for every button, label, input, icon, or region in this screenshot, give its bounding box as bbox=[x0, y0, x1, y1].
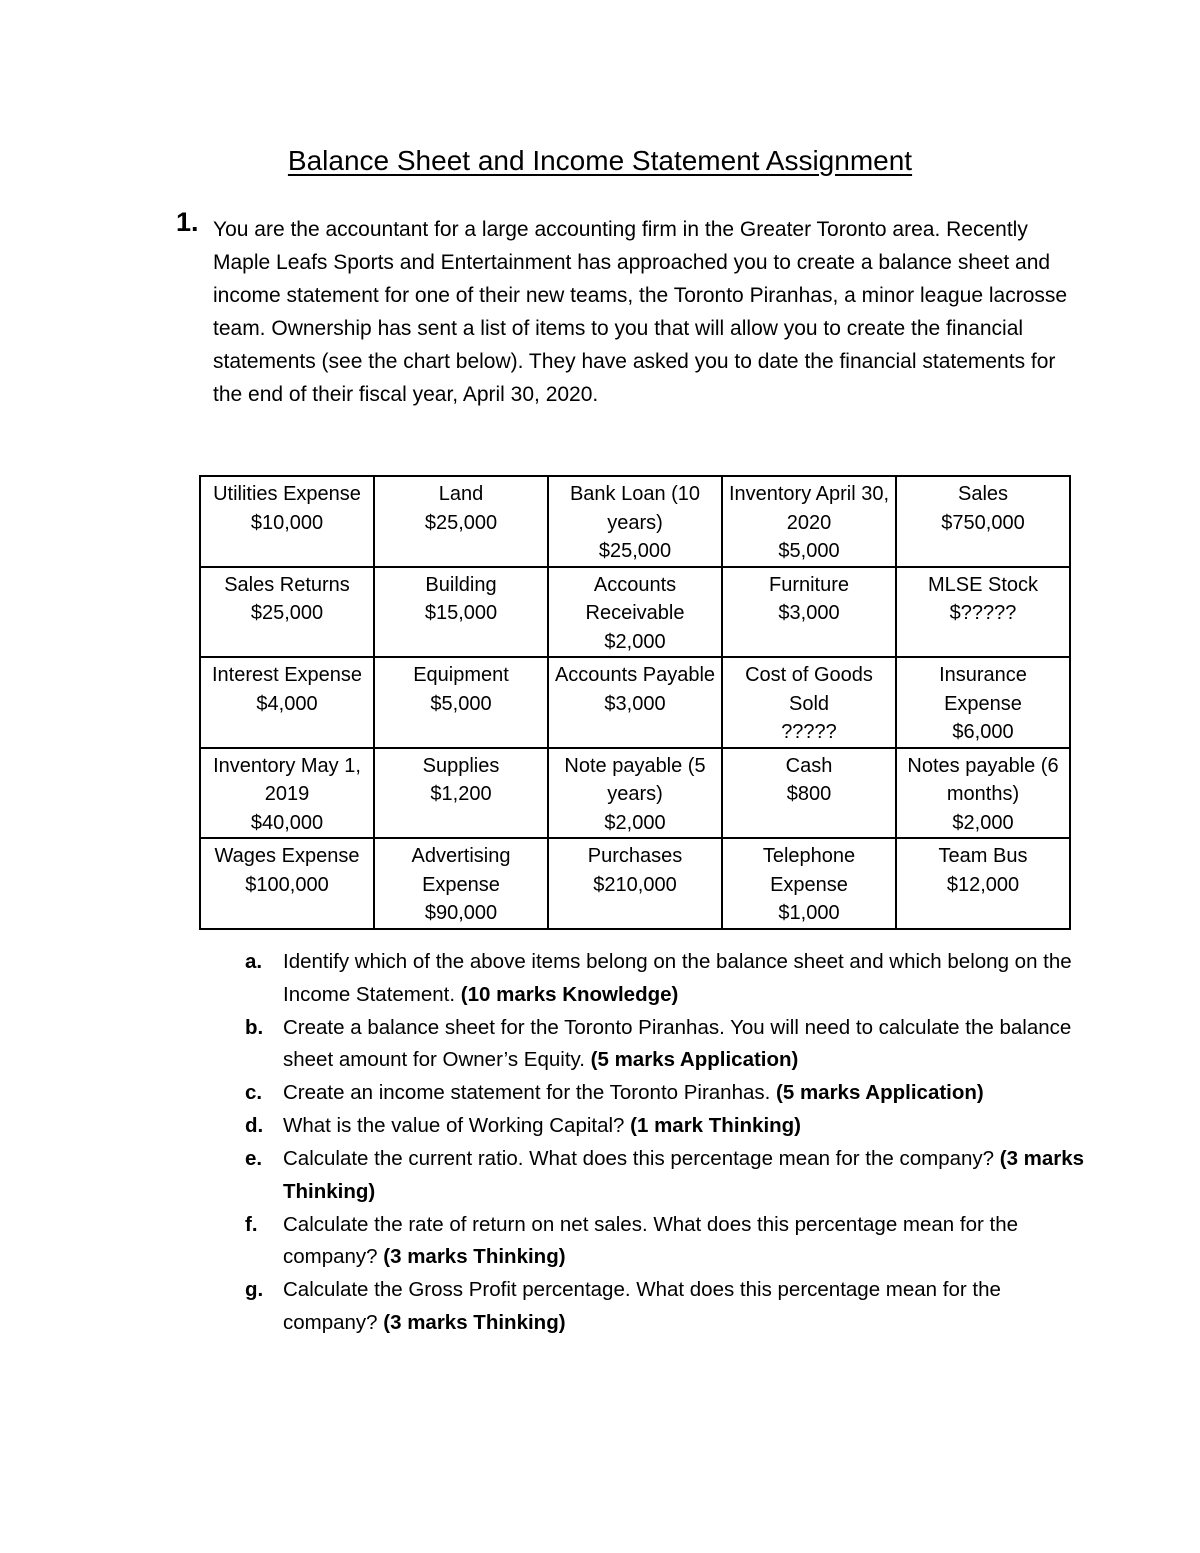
item-amount: $800 bbox=[786, 783, 832, 805]
task-letter: d. bbox=[245, 1114, 264, 1137]
table-row bbox=[200, 838, 1070, 929]
item-label: Wages Expense bbox=[214, 845, 360, 867]
item-amount: $15,000 bbox=[424, 602, 498, 624]
table-row bbox=[200, 476, 1070, 567]
table-cell bbox=[722, 748, 896, 839]
item-label: Telephone Expense bbox=[762, 845, 856, 896]
question-number: 1. bbox=[176, 207, 199, 237]
item-amount: $1,200 bbox=[430, 783, 492, 805]
task-text: What is the value of Working Capital? bbox=[283, 1114, 631, 1137]
task-marks: (1 mark Thinking) bbox=[630, 1114, 802, 1137]
table-cell bbox=[896, 657, 1070, 748]
task-letter: b. bbox=[245, 1015, 264, 1039]
item-label: Advertising Expense bbox=[411, 845, 511, 896]
list-item bbox=[245, 1274, 1085, 1339]
item-amount: $12,000 bbox=[946, 873, 1020, 896]
page-title: Balance Sheet and Income Statement Assignment bbox=[287, 145, 913, 176]
table-cell bbox=[896, 748, 1070, 839]
item-label: Utilities Expense bbox=[213, 483, 361, 505]
item-label: Accounts Receivable bbox=[585, 573, 685, 624]
table-cell bbox=[722, 567, 896, 658]
item-amount: $3,000 bbox=[778, 602, 840, 624]
task-marks: (10 marks Knowledge) bbox=[460, 982, 679, 1006]
table-cell bbox=[548, 476, 722, 567]
item-label: Note payable (5 years) bbox=[564, 754, 706, 805]
table-row bbox=[200, 657, 1070, 748]
item-amount: $1,000 bbox=[778, 902, 840, 924]
list-item bbox=[245, 1077, 1085, 1110]
item-label: Interest Expense bbox=[211, 664, 363, 686]
item-label: Cash bbox=[785, 754, 833, 777]
table-cell bbox=[548, 748, 722, 839]
item-label: MLSE Stock bbox=[927, 573, 1039, 596]
table-cell bbox=[200, 567, 374, 658]
item-label: Accounts Payable bbox=[554, 664, 716, 686]
item-amount: $25,000 bbox=[250, 602, 324, 624]
table-cell bbox=[722, 657, 896, 748]
item-label: Sales bbox=[957, 483, 1009, 505]
task-marks: (5 marks Application) bbox=[776, 1081, 984, 1104]
table-cell bbox=[896, 476, 1070, 567]
item-amount: $90,000 bbox=[424, 902, 498, 924]
item-amount: $2,000 bbox=[952, 811, 1014, 834]
task-marks: (3 marks Thinking) bbox=[383, 1310, 566, 1334]
item-label: Inventory April 30, 2020 bbox=[728, 483, 890, 534]
item-label: Building bbox=[425, 573, 497, 596]
table-cell bbox=[200, 476, 374, 567]
task-letter: g. bbox=[245, 1278, 264, 1301]
item-amount: $25,000 bbox=[598, 540, 672, 562]
table-cell bbox=[374, 476, 548, 567]
item-label: Cost of Goods Sold bbox=[745, 664, 873, 715]
item-label: Equipment bbox=[413, 664, 509, 686]
list-item bbox=[245, 1143, 1085, 1208]
task-letter: f. bbox=[245, 1212, 258, 1236]
task-text: Identify which of the above items belong on the balance sheet and which belong on the Income Statement. bbox=[283, 950, 1072, 1006]
item-amount: $4,000 bbox=[256, 692, 318, 715]
list-item bbox=[245, 1012, 1085, 1077]
task-letter: e. bbox=[245, 1147, 263, 1170]
item-label: Sales Returns bbox=[224, 573, 350, 596]
item-amount: $????? bbox=[949, 602, 1017, 624]
table-row bbox=[200, 567, 1070, 658]
item-amount: $10,000 bbox=[250, 511, 324, 534]
item-amount: $100,000 bbox=[245, 873, 329, 896]
item-label: Insurance Expense bbox=[939, 664, 1027, 715]
list-item bbox=[245, 946, 1085, 1011]
item-amount: $2,000 bbox=[604, 811, 666, 834]
table-cell bbox=[896, 838, 1070, 929]
item-amount: $3,000 bbox=[604, 692, 666, 715]
table-cell bbox=[374, 748, 548, 839]
table-row bbox=[200, 748, 1070, 839]
item-label: Purchases bbox=[587, 845, 683, 867]
table-cell bbox=[722, 476, 896, 567]
item-amount: $6,000 bbox=[952, 721, 1014, 743]
table-cell bbox=[200, 748, 374, 839]
item-amount: $750,000 bbox=[941, 511, 1025, 534]
task-text: Create a balance sheet for the Toronto Piranhas. You will need to calculate the balance sheet amount for Owner’s Equity. bbox=[283, 1015, 1072, 1071]
item-amount: $210,000 bbox=[593, 873, 677, 896]
item-label: Notes payable (6 months) bbox=[907, 754, 1059, 805]
question-1 bbox=[176, 207, 1076, 411]
list-item bbox=[245, 1209, 1085, 1274]
item-label: Bank Loan (10 years) bbox=[569, 483, 701, 534]
item-label: Furniture bbox=[768, 573, 850, 596]
task-marks: (5 marks Application) bbox=[590, 1048, 799, 1071]
item-amount: $40,000 bbox=[250, 811, 324, 834]
item-label: Supplies bbox=[422, 754, 500, 777]
item-label: Inventory May 1, 2019 bbox=[213, 754, 361, 805]
task-marks: (3 marks Thinking) bbox=[383, 1245, 566, 1268]
item-label: Team Bus bbox=[938, 845, 1028, 867]
list-item bbox=[245, 1110, 1085, 1143]
item-amount: $25,000 bbox=[424, 511, 498, 534]
table-cell bbox=[374, 657, 548, 748]
table-cell bbox=[548, 567, 722, 658]
item-amount: $5,000 bbox=[778, 540, 840, 562]
task-text: Calculate the rate of return on net sales. What does this percentage mean for the company? bbox=[283, 1212, 1019, 1268]
task-letter: a. bbox=[245, 950, 263, 973]
task-text: Create an income statement for the Toronto Piranhas. bbox=[283, 1081, 777, 1104]
task-letter: c. bbox=[245, 1081, 263, 1104]
question-text: You are the accountant for a large accounting firm in the Greater Toronto area. Recently Maple Leafs Sports and Entertainment has approached you to create a balance sheet and income statement for one of their new teams, the Toronto Piranhas, a minor league lacrosse team. Ownership has sent a list of items to you that will allow you to create the financial statements (see the chart below). They have asked you to date the financial statements for the end of their fiscal year, April 30, 2020. bbox=[213, 218, 1068, 406]
item-label: Land bbox=[438, 483, 484, 505]
table-cell bbox=[200, 657, 374, 748]
table-cell bbox=[548, 838, 722, 929]
item-amount: $2,000 bbox=[604, 630, 666, 653]
table-cell bbox=[374, 567, 548, 658]
table-cell bbox=[548, 657, 722, 748]
task-text: Calculate the Gross Profit percentage. What does this percentage mean for the company? bbox=[283, 1278, 1001, 1334]
item-amount: $5,000 bbox=[430, 692, 492, 715]
items-table bbox=[199, 475, 1071, 930]
table-cell bbox=[374, 838, 548, 929]
table-cell bbox=[722, 838, 896, 929]
task-marks: (3 marks Thinking) bbox=[283, 1147, 1085, 1203]
task-list bbox=[245, 946, 1085, 1340]
table-cell bbox=[200, 838, 374, 929]
task-text: Calculate the current ratio. What does this percentage mean for the company? bbox=[283, 1147, 1000, 1170]
item-amount: ????? bbox=[781, 721, 837, 743]
table-cell bbox=[896, 567, 1070, 658]
